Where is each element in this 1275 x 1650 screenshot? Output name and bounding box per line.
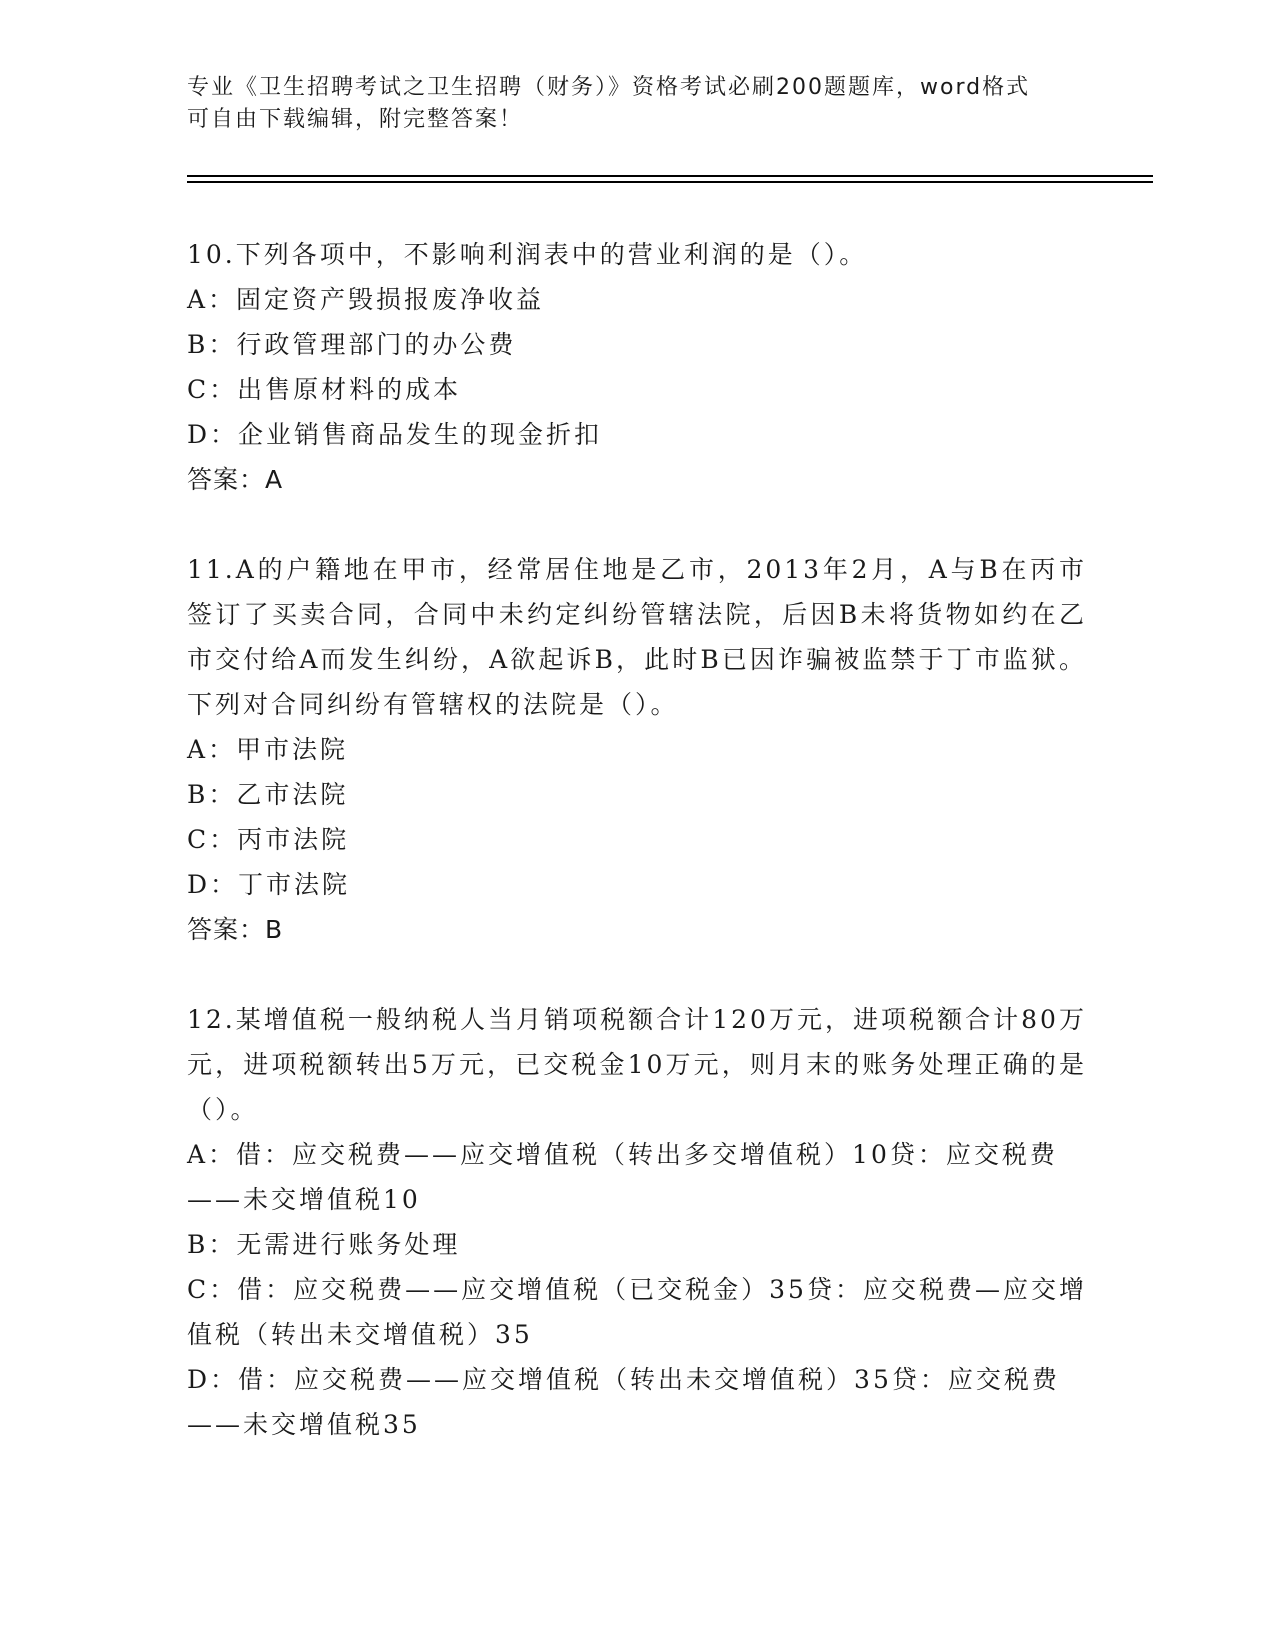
option-c: C：出售原材料的成本 bbox=[187, 375, 462, 404]
option-d: D：丁市法院 bbox=[187, 870, 351, 899]
option-c: C：借：应交税费——应交增值税（已交税金）35贷：应交税费—应交增值税（转出未交增值税）35 bbox=[187, 1275, 1087, 1349]
option-b: B：乙市法院 bbox=[187, 780, 349, 809]
header-line-2: 可自由下载编辑，附完整答案！ bbox=[187, 107, 524, 132]
option-b: B：行政管理部门的办公费 bbox=[187, 330, 517, 359]
question-10 bbox=[187, 232, 1087, 502]
option-b: B：无需进行账务处理 bbox=[187, 1230, 461, 1259]
question-stem: 10.下列各项中，不影响利润表中的营业利润的是（）。 bbox=[187, 240, 868, 269]
question-stem: 11.A的户籍地在甲市，经常居住地是乙市，2013年2月，A与B在丙市签订了买卖合同，合同中未约定纠纷管辖法院，后因B未将货物如约在乙市交付给A而发生纠纷，A欲起诉B，此时B已因诈骗被监禁于丁市监狱。下列对合同纠纷有管辖权的法院是（）。 bbox=[187, 555, 1087, 719]
header-line-1: 专业《卫生招聘考试之卫生招聘（财务）》资格考试必刷200题题库，word格式 bbox=[187, 75, 1031, 100]
header-divider-top bbox=[187, 175, 1153, 177]
document-header bbox=[187, 72, 1067, 136]
question-stem: 12.某增值税一般纳税人当月销项税额合计120万元，进项税额合计80万元，进项税额转出5万元，已交税金10万元，则月末的账务处理正确的是（）。 bbox=[187, 1005, 1087, 1124]
option-a: A：借：应交税费——应交增值税（转出多交增值税）10贷：应交税费——未交增值税10 bbox=[187, 1140, 1058, 1214]
answer-line: 答案：A bbox=[187, 465, 284, 494]
option-d: D：借：应交税费——应交增值税（转出未交增值税）35贷：应交税费——未交增值税35 bbox=[187, 1365, 1060, 1439]
option-a: A：固定资产毁损报废净收益 bbox=[187, 285, 545, 314]
option-a: A：甲市法院 bbox=[187, 735, 349, 764]
header-divider-bottom bbox=[187, 181, 1153, 183]
question-list bbox=[187, 232, 1087, 1492]
option-d: D：企业销售商品发生的现金折扣 bbox=[187, 420, 603, 449]
question-12 bbox=[187, 997, 1087, 1447]
question-11 bbox=[187, 547, 1087, 952]
answer-line: 答案：B bbox=[187, 915, 284, 944]
option-c: C：丙市法院 bbox=[187, 825, 350, 854]
